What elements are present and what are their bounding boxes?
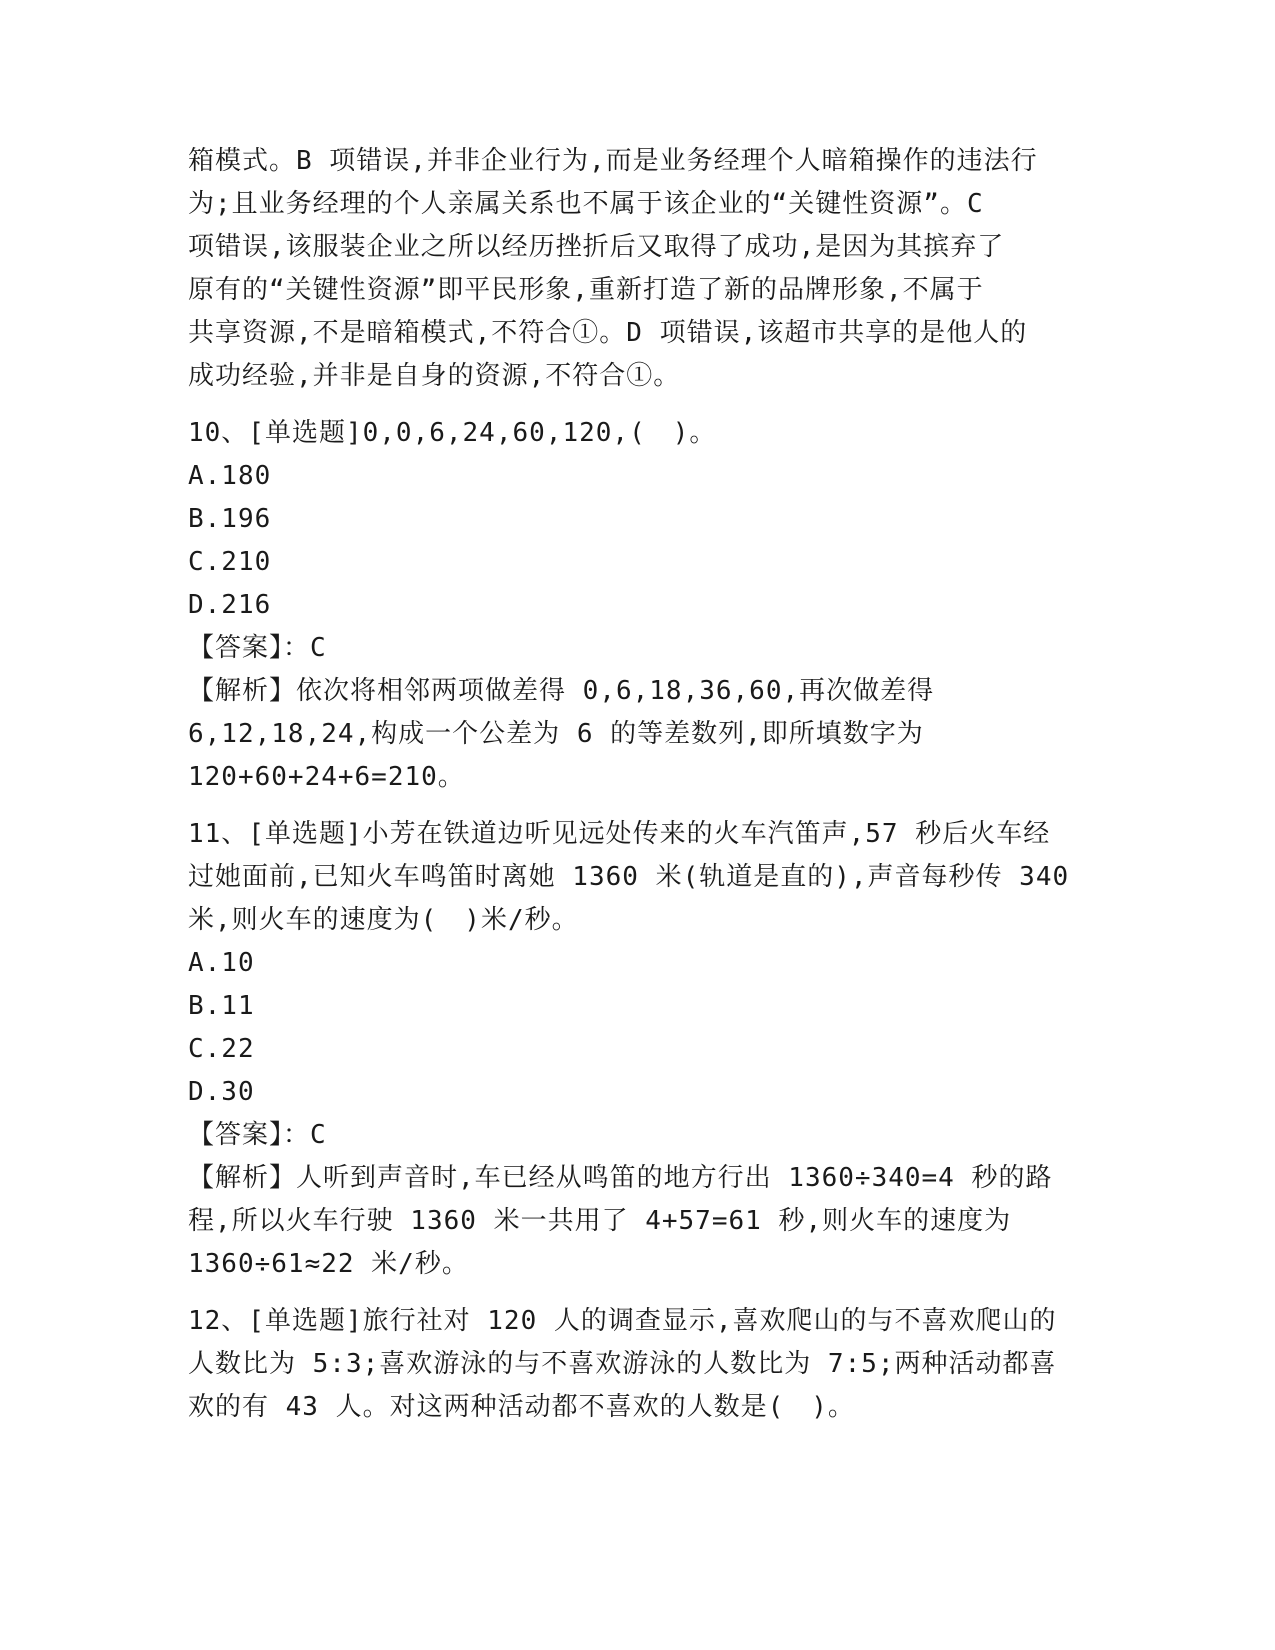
analysis-line: 程,所以火车行驶 1360 米一共用了 4+57=61 秒,则火车的速度为: [188, 1206, 1012, 1236]
text-line: 共享资源,不是暗箱模式,不符合①。D 项错误,该超市共享的是他人的: [188, 318, 1028, 348]
option-a: A.180: [188, 461, 272, 491]
analysis-line: 【解析】依次将相邻两项做差得 0,6,18,36,60,再次做差得: [188, 676, 935, 706]
analysis-line: 6,12,18,24,构成一个公差为 6 的等差数列,即所填数字为: [188, 719, 924, 749]
option-d: D.216: [188, 590, 272, 620]
analysis-line: 120+60+24+6=210。: [188, 762, 465, 792]
question-11: [188, 813, 1088, 1286]
text-line: 成功经验,并非是自身的资源,不符合①。: [188, 361, 681, 391]
answer: 【答案】：C: [188, 633, 327, 663]
option-b: B.11: [188, 991, 255, 1021]
question-stem: 12、[单选题]旅行社对 120 人的调查显示,喜欢爬山的与不喜欢爬山的: [188, 1306, 1057, 1336]
question-stem: 人数比为 5:3;喜欢游泳的与不喜欢游泳的人数比为 7:5;两种活动都喜: [188, 1349, 1057, 1379]
analysis-line: 【解析】人听到声音时,车已经从鸣笛的地方行出 1360÷340=4 秒的路: [188, 1163, 1053, 1193]
text-line: 项错误,该服装企业之所以经历挫折后又取得了成功,是因为其摈弃了: [188, 232, 1005, 262]
question-12: [188, 1300, 1088, 1429]
option-d: D.30: [188, 1077, 255, 1107]
answer: 【答案】：C: [188, 1120, 327, 1150]
intro-paragraph: [188, 140, 1088, 398]
question-stem: 10、[单选题]0,0,6,24,60,120,( )。: [188, 418, 717, 448]
question-stem: 过她面前,已知火车鸣笛时离她 1360 米(轨道是直的),声音每秒传 340: [188, 862, 1070, 892]
question-stem: 11、[单选题]小芳在铁道边听见远处传来的火车汽笛声,57 秒后火车经: [188, 819, 1051, 849]
analysis-line: 1360÷61≈22 米/秒。: [188, 1249, 469, 1279]
question-stem: 欢的有 43 人。对这两种活动都不喜欢的人数是( )。: [188, 1392, 855, 1422]
option-a: A.10: [188, 948, 255, 978]
option-c: C.210: [188, 547, 272, 577]
option-b: B.196: [188, 504, 272, 534]
option-c: C.22: [188, 1034, 255, 1064]
text-line: 原有的“关键性资源”即平民形象,重新打造了新的品牌形象,不属于: [188, 275, 984, 305]
document-page: [188, 140, 1088, 1443]
text-line: 为;且业务经理的个人亲属关系也不属于该企业的“关键性资源”。C: [188, 189, 984, 219]
text-line: 箱模式。B 项错误,并非企业行为,而是业务经理个人暗箱操作的违法行: [188, 146, 1038, 176]
question-10: [188, 412, 1088, 799]
question-stem: 米,则火车的速度为( )米/秒。: [188, 905, 579, 935]
